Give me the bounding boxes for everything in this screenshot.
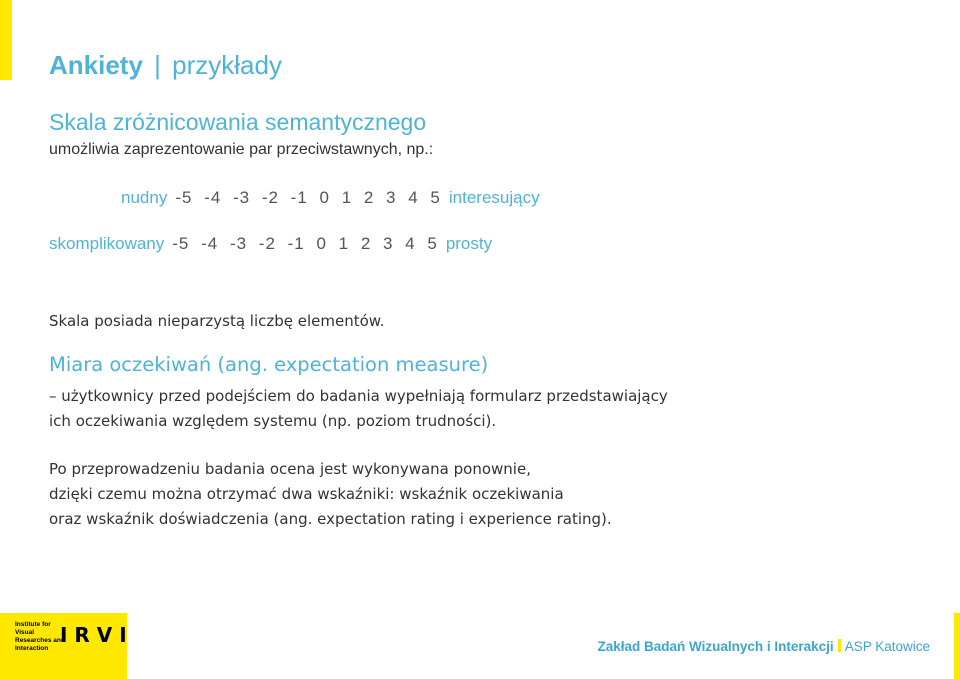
scale-left-label: skomplikowany xyxy=(49,234,165,253)
logo-line: Interaction xyxy=(15,645,49,652)
semantic-scale-heading: Skala zróżnicowania semantycznego xyxy=(49,109,427,135)
expectation-line-1: – użytkownicy przed podejściem do badania wypełniają formularz przedstawiający xyxy=(49,387,668,405)
scale-row-1 xyxy=(121,188,540,208)
accent-bar-top xyxy=(0,0,12,80)
expectation-after xyxy=(49,457,612,532)
semantic-scale-subtitle: umożliwia zaprezentowanie par przeciwstawnych, np.: xyxy=(49,141,434,158)
title-sub: przykłady xyxy=(172,50,282,80)
footer-org xyxy=(597,639,930,654)
after-line-3: oraz wskaźnik doświadczenia (ang. expectation rating i experience rating). xyxy=(49,510,612,528)
scale-numbers: -5 -4 -3 -2 -1 0 1 2 3 4 5 xyxy=(175,188,441,207)
logo-line: Researches and xyxy=(15,637,65,644)
scale-row-2 xyxy=(49,234,492,254)
scale-note: Skala posiada nieparzystą liczbę elementów. xyxy=(49,312,385,330)
footer-org-name: Zakład Badań Wizualnych i Interakcji xyxy=(597,639,834,654)
page-title xyxy=(49,50,282,81)
expectation-line-2: ich oczekiwania względem systemu (np. poziom trudności). xyxy=(49,412,497,430)
footer-location: ASP Katowice xyxy=(844,639,930,654)
after-line-2: dzięki czemu można otrzymać dwa wskaźniki: wskaźnik oczekiwania xyxy=(49,485,564,503)
title-main: Ankiety xyxy=(49,50,143,80)
logo-mark: I R V I xyxy=(60,623,127,647)
scale-numbers: -5 -4 -3 -2 -1 0 1 2 3 4 5 xyxy=(172,234,438,253)
logo-line: Visual xyxy=(15,629,35,636)
scale-right-label: prosty xyxy=(445,234,493,253)
footer-divider xyxy=(838,639,841,652)
accent-bar-right xyxy=(954,613,960,679)
expectation-description xyxy=(49,384,668,434)
after-line-1: Po przeprowadzeniu badania ocena jest wykonywana ponownie, xyxy=(49,460,531,478)
logo-line: Institute for xyxy=(15,621,51,628)
title-separator: | xyxy=(154,50,161,80)
logo-text xyxy=(15,621,65,653)
scale-left-label: nudny xyxy=(121,188,168,207)
expectation-heading: Miara oczekiwań (ang. expectation measure) xyxy=(49,353,489,376)
institute-logo xyxy=(0,613,127,679)
scale-right-label: interesujący xyxy=(448,188,540,207)
